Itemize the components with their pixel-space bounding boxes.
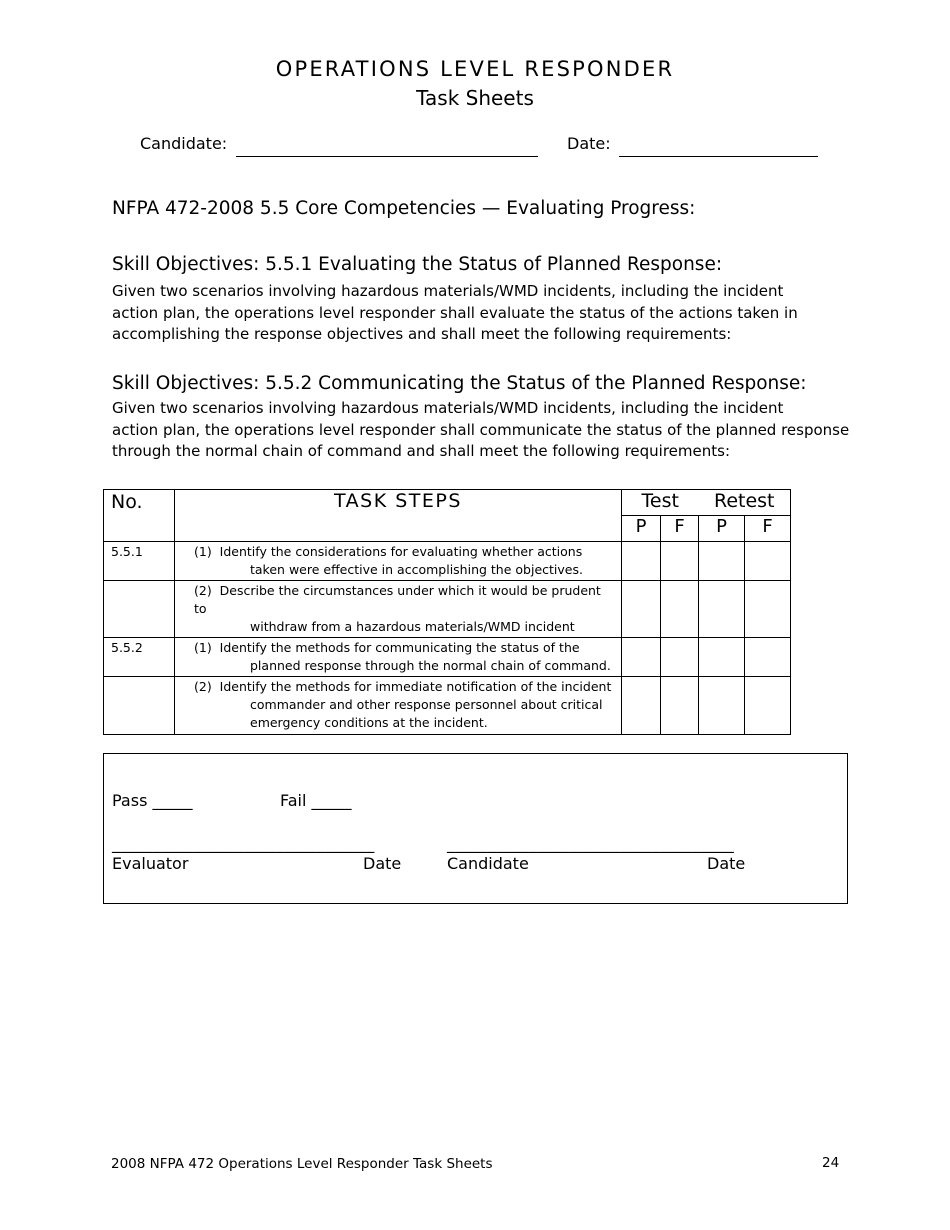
task-steps-header: TASK STEPS — [175, 490, 622, 542]
test-pass-cell[interactable] — [622, 638, 661, 677]
table-row — [104, 638, 791, 677]
objective-1-line: Given two scenarios involving hazardous materials/WMD incidents, including the incident — [112, 282, 784, 300]
test-fail-cell[interactable] — [661, 581, 699, 638]
retest-header: Retest — [699, 490, 791, 516]
retest-pass-cell[interactable] — [699, 581, 745, 638]
test-header: Test — [622, 490, 699, 516]
retest-fail-cell[interactable] — [745, 677, 791, 735]
row-number: 5.5.2 — [104, 638, 175, 677]
step-text-continued: emergency conditions at the incident. — [250, 715, 488, 730]
core-competencies-heading: NFPA 472-2008 5.5 Core Competencies — Evaluating Progress: — [112, 198, 696, 219]
objective-2-line: through the normal chain of command and shall meet the following requirements: — [112, 442, 731, 460]
task-step — [175, 677, 622, 735]
retest-fail-cell[interactable] — [745, 581, 791, 638]
step-text: Identify the methods for immediate notification of the incident — [219, 679, 612, 694]
step-number: (2) — [194, 583, 212, 598]
retest-pass-cell[interactable] — [699, 677, 745, 735]
evaluator-label: Evaluator — [112, 854, 189, 873]
step-number: (2) — [194, 679, 212, 694]
table-row — [104, 581, 791, 638]
table-row — [104, 677, 791, 735]
step-text-continued: commander and other response personnel about critical — [250, 697, 603, 712]
page-title: OPERATIONS LEVEL RESPONDER — [275, 57, 675, 81]
step-text-continued: withdraw from a hazardous materials/WMD incident — [250, 619, 575, 634]
row-number — [104, 581, 175, 638]
pass-field[interactable]: Pass _____ — [112, 791, 193, 810]
result-box — [103, 753, 848, 904]
test-fail-cell[interactable] — [661, 638, 699, 677]
step-text: Describe the circumstances under which it would be prudent to — [194, 583, 601, 616]
test-fail-header: F — [661, 516, 699, 542]
objective-2-text — [112, 398, 852, 463]
objective-2-heading: Skill Objectives: 5.5.2 Communicating the Status of the Planned Response: — [112, 373, 807, 394]
retest-pass-header: P — [699, 516, 745, 542]
retest-fail-cell[interactable] — [745, 638, 791, 677]
objective-1-text — [112, 281, 842, 346]
retest-fail-header: F — [745, 516, 791, 542]
step-number: (1) — [194, 544, 212, 559]
candidate-signature-label: Candidate — [447, 854, 529, 873]
candidate-signature-line[interactable]: ___________________________________ — [447, 834, 734, 853]
footer-title: 2008 NFPA 472 Operations Level Responder Task Sheets — [111, 1156, 493, 1172]
test-pass-header: P — [622, 516, 661, 542]
test-fail-cell[interactable] — [661, 677, 699, 735]
date-label: Date: — [567, 134, 611, 153]
candidate-date-label: Date — [707, 854, 746, 873]
date-field[interactable] — [619, 156, 818, 157]
objective-2-line: action plan, the operations level responder shall communicate the status of the planned response — [112, 420, 850, 439]
row-number — [104, 677, 175, 735]
task-step — [175, 542, 622, 581]
test-pass-cell[interactable] — [622, 542, 661, 581]
step-text: Identify the methods for communicating the status of the — [219, 640, 580, 655]
step-text: Identify the considerations for evaluating whether actions — [219, 544, 583, 559]
task-step — [175, 638, 622, 677]
retest-fail-cell[interactable] — [745, 542, 791, 581]
task-step — [175, 581, 622, 638]
table-row — [104, 542, 791, 581]
candidate-label: Candidate: — [140, 134, 228, 153]
objective-1-line: action plan, the operations level responder shall evaluate the status of the actions taken in — [112, 303, 798, 322]
objective-1-line: accomplishing the response objectives and shall meet the following requirements: — [112, 325, 732, 343]
fail-field[interactable]: Fail _____ — [280, 791, 352, 810]
retest-pass-cell[interactable] — [699, 542, 745, 581]
retest-pass-cell[interactable] — [699, 638, 745, 677]
row-number: 5.5.1 — [104, 542, 175, 581]
step-text-continued: planned response through the normal chain of command. — [250, 658, 611, 673]
candidate-field[interactable] — [236, 156, 538, 157]
objective-1-heading: Skill Objectives: 5.5.1 Evaluating the Status of Planned Response: — [112, 254, 723, 275]
test-fail-cell[interactable] — [661, 542, 699, 581]
no-header: No. — [104, 490, 175, 542]
page-number: 24 — [822, 1155, 840, 1171]
step-number: (1) — [194, 640, 212, 655]
evaluator-signature-line[interactable]: ________________________________ — [112, 834, 375, 853]
test-pass-cell[interactable] — [622, 581, 661, 638]
task-steps-table — [103, 489, 791, 735]
test-pass-cell[interactable] — [622, 677, 661, 735]
evaluator-date-label: Date — [363, 854, 402, 873]
page-subtitle: Task Sheets — [416, 86, 534, 110]
objective-2-line: Given two scenarios involving hazardous materials/WMD incidents, including the incident — [112, 399, 784, 417]
step-text-continued: taken were effective in accomplishing the objectives. — [250, 562, 583, 577]
